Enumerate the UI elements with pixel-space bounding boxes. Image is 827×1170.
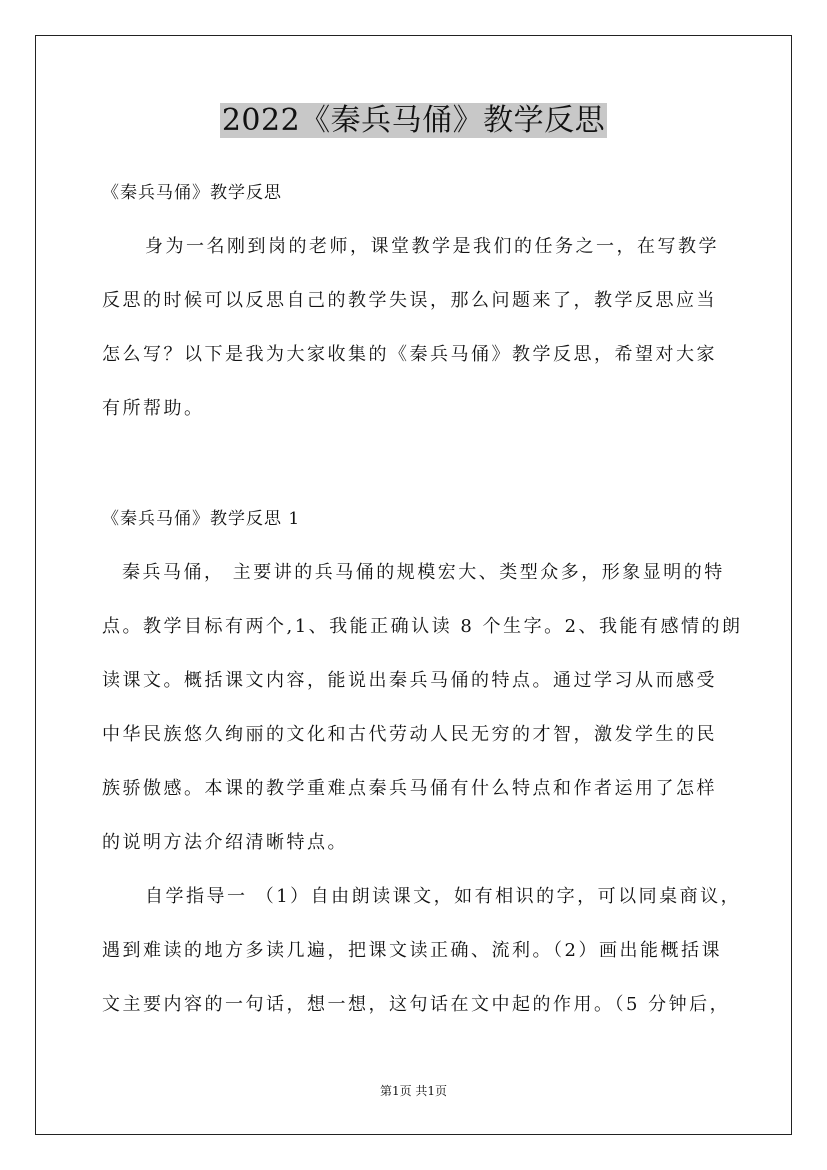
section-line-3: 读课文。概括课文内容，能说出秦兵马俑的特点。通过学习从而感受 <box>102 670 717 691</box>
intro-line-3: 怎么写？以下是我为大家收集的《秦兵马俑》教学反思，希望对大家 <box>102 344 717 365</box>
section-line-5: 族骄傲感。本课的教学重难点秦兵马俑有什么特点和作者运用了怎样 <box>102 778 717 799</box>
section-title: 《秦兵马俑》教学反思 1 <box>102 509 301 529</box>
intro-line-2: 反思的时候可以反思自己的教学失误，那么问题来了，教学反思应当 <box>102 290 717 311</box>
section-line-6: 的说明方法介绍清晰特点。 <box>102 832 348 853</box>
subtitle: 《秦兵马俑》教学反思 <box>102 183 282 203</box>
document-title-text: 2022《秦兵马俑》教学反思 <box>221 103 606 138</box>
study-line-3: 文主要内容的一句话，想一想，这句话在文中起的作用。（5 分钟后， <box>102 994 731 1015</box>
intro-line-4: 有所帮助。 <box>102 398 205 419</box>
page-footer: 第1页 共1页 <box>379 1084 448 1098</box>
study-line-1: 自学指导一 （1）自由朗读课文，如有相识的字，可以同桌商议， <box>145 886 742 907</box>
section-line-1: 秦兵马俑， 主要讲的兵马俑的规模宏大、类型众多，形象显明的特 <box>122 562 725 583</box>
section-line-4: 中华民族悠久绚丽的文化和古代劳动人民无穷的才智，激发学生的民 <box>102 724 717 745</box>
study-line-2: 遇到难读的地方多读几遍，把课文读正确、流利。（2）画出能概括课 <box>102 940 722 961</box>
intro-line-1: 身为一名刚到岗的老师，课堂教学是我们的任务之一，在写教学 <box>145 236 719 257</box>
document-title <box>0 97 827 145</box>
section-line-2: 点。教学目标有两个,1、我能正确认读 8 个生字。2、我能有感情的朗 <box>102 616 743 637</box>
